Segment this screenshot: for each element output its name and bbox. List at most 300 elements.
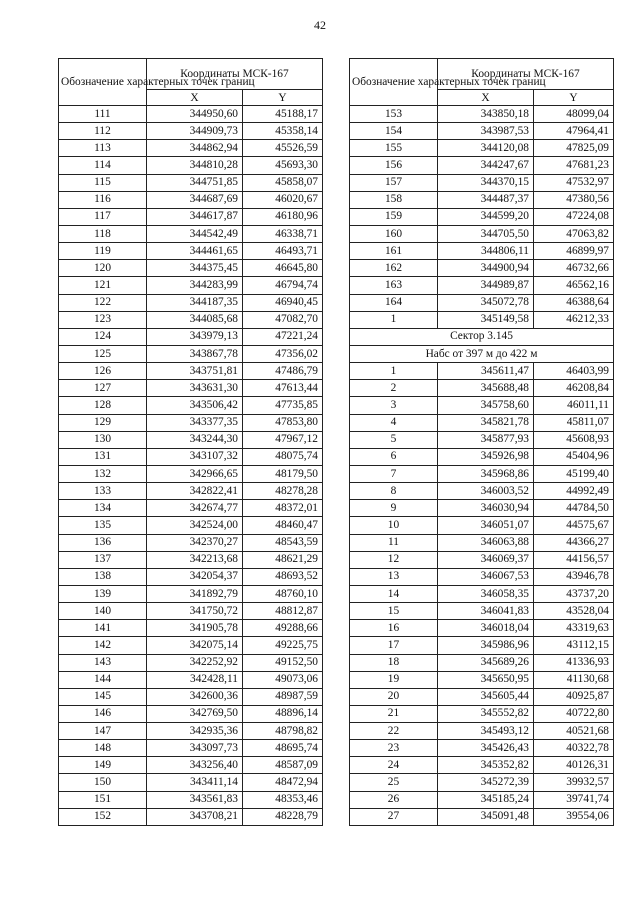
coord-x: 345493,12 [438,723,534,740]
table-row [350,414,614,431]
point-number: 113 [59,140,147,157]
point-number: 4 [350,414,438,431]
coord-x: 343850,18 [438,106,534,123]
table-row [350,723,614,740]
table-row [59,500,323,517]
point-number: 27 [350,808,438,825]
table-row [59,123,323,140]
coord-x: 344120,08 [438,140,534,157]
coord-y: 47613,44 [243,380,323,397]
coord-x: 342935,36 [147,723,243,740]
coord-y: 46388,64 [534,294,614,311]
coord-y: 47224,08 [534,208,614,225]
sector-subtitle: Набс от 397 м до 422 м [350,345,614,362]
table-row [350,568,614,585]
coord-x: 345758,60 [438,397,534,414]
point-number: 156 [350,157,438,174]
point-number: 20 [350,688,438,705]
point-number: 123 [59,311,147,328]
table-row [59,808,323,825]
point-number: 23 [350,740,438,757]
coord-x: 344487,37 [438,191,534,208]
table-row [350,294,614,311]
table-row [350,225,614,242]
coord-x: 346030,94 [438,500,534,517]
table-row [59,603,323,620]
point-number: 147 [59,723,147,740]
coord-y: 48353,46 [243,791,323,808]
point-number: 158 [350,191,438,208]
table-row [59,620,323,637]
coord-y: 41130,68 [534,671,614,688]
table-row [350,431,614,448]
point-number: 15 [350,603,438,620]
point-number: 131 [59,448,147,465]
point-number: 11 [350,534,438,551]
table-row [59,294,323,311]
point-number: 133 [59,483,147,500]
coord-y: 45811,07 [534,414,614,431]
table-row [350,311,614,328]
coord-x: 342252,92 [147,654,243,671]
point-number: 16 [350,620,438,637]
point-number: 148 [59,740,147,757]
coord-x: 344909,73 [147,123,243,140]
table-row [350,808,614,825]
coord-x: 346018,04 [438,620,534,637]
coord-y: 40521,68 [534,723,614,740]
coord-x: 345352,82 [438,757,534,774]
coord-x: 345072,78 [438,294,534,311]
point-number: 6 [350,448,438,465]
coord-y: 41336,93 [534,654,614,671]
point-number: 18 [350,654,438,671]
point-number: 137 [59,551,147,568]
point-number: 160 [350,225,438,242]
coord-x: 342075,14 [147,637,243,654]
point-number: 144 [59,671,147,688]
coord-x: 345185,24 [438,791,534,808]
table-row [59,328,323,345]
coord-y: 46940,45 [243,294,323,311]
coord-x: 343411,14 [147,774,243,791]
coord-y: 45188,17 [243,106,323,123]
coord-y: 48278,28 [243,483,323,500]
point-number: 132 [59,465,147,482]
coord-y: 48896,14 [243,705,323,722]
coord-y: 46208,84 [534,380,614,397]
table-row [59,705,323,722]
coord-x: 344810,28 [147,157,243,174]
point-number: 19 [350,671,438,688]
coord-y: 39741,74 [534,791,614,808]
coord-x: 343631,30 [147,380,243,397]
point-number: 154 [350,123,438,140]
point-number: 163 [350,277,438,294]
table-row [350,603,614,620]
table-row [59,568,323,585]
table-row [350,688,614,705]
coord-x: 343377,35 [147,414,243,431]
coord-y: 47082,70 [243,311,323,328]
coord-y: 46794,74 [243,277,323,294]
table-row [350,260,614,277]
table-row [59,397,323,414]
coord-y: 43737,20 [534,585,614,602]
point-number: 164 [350,294,438,311]
point-number: 139 [59,585,147,602]
coord-x: 345552,82 [438,705,534,722]
coord-y: 49152,50 [243,654,323,671]
table-row [350,791,614,808]
point-number: 140 [59,603,147,620]
coord-x: 345689,26 [438,654,534,671]
coord-x: 344806,11 [438,243,534,260]
coord-x: 343107,32 [147,448,243,465]
point-number: 118 [59,225,147,242]
coord-x: 342370,27 [147,534,243,551]
point-number: 161 [350,243,438,260]
coord-x: 344187,35 [147,294,243,311]
table-row [350,483,614,500]
table-row [59,243,323,260]
coord-x: 344461,65 [147,243,243,260]
point-number: 24 [350,757,438,774]
point-number: 115 [59,174,147,191]
point-number: 142 [59,637,147,654]
coord-y: 44575,67 [534,517,614,534]
point-number: 153 [350,106,438,123]
coord-y: 46645,80 [243,260,323,277]
coordinates-table-left [58,58,323,826]
table-row [350,620,614,637]
coord-y: 47853,80 [243,414,323,431]
coord-y: 48587,09 [243,757,323,774]
sector-title: Сектор 3.145 [350,328,614,345]
coord-y: 47735,85 [243,397,323,414]
coord-y: 48987,59 [243,688,323,705]
point-number: 130 [59,431,147,448]
table-row [59,723,323,740]
point-number: 129 [59,414,147,431]
table-row [350,585,614,602]
coord-y: 48693,52 [243,568,323,585]
sector-subtitle-row [350,345,614,362]
table-row [350,157,614,174]
point-number: 135 [59,517,147,534]
point-number: 157 [350,174,438,191]
point-number: 3 [350,397,438,414]
coord-x: 344617,87 [147,208,243,225]
coord-y: 46180,96 [243,208,323,225]
coord-y: 46493,71 [243,243,323,260]
coord-x: 345821,78 [438,414,534,431]
coord-y: 45693,30 [243,157,323,174]
coord-x: 344375,45 [147,260,243,277]
point-number: 5 [350,431,438,448]
table-row [350,174,614,191]
point-number: 143 [59,654,147,671]
coord-y: 45526,59 [243,140,323,157]
coord-y: 47063,82 [534,225,614,242]
coord-y: 39932,57 [534,774,614,791]
point-number: 149 [59,757,147,774]
point-number: 1 [350,363,438,380]
point-number: 13 [350,568,438,585]
coord-y: 46403,99 [534,363,614,380]
table-row [59,414,323,431]
coord-x: 346058,35 [438,585,534,602]
coord-x: 343751,81 [147,363,243,380]
coord-y: 46020,67 [243,191,323,208]
page-number: 42 [314,18,326,32]
table-row [59,431,323,448]
coord-x: 344989,87 [438,277,534,294]
coord-y: 48812,87 [243,603,323,620]
point-number: 150 [59,774,147,791]
coord-y: 48543,59 [243,534,323,551]
coord-x: 344862,94 [147,140,243,157]
point-number: 22 [350,723,438,740]
coord-y: 48228,79 [243,808,323,825]
coord-y: 47532,97 [534,174,614,191]
table-row [350,637,614,654]
point-number: 162 [350,260,438,277]
coord-x: 344751,85 [147,174,243,191]
point-number: 125 [59,345,147,362]
coord-x: 344900,94 [438,260,534,277]
point-number: 21 [350,705,438,722]
table-row [350,654,614,671]
header-coords: Координаты МСК-167 [147,59,323,90]
point-number: 117 [59,208,147,225]
point-number: 7 [350,465,438,482]
coord-x: 346003,52 [438,483,534,500]
coord-x: 343097,73 [147,740,243,757]
table-row [59,311,323,328]
table-row [350,363,614,380]
point-number: 136 [59,534,147,551]
table-row [350,123,614,140]
point-number: 124 [59,328,147,345]
coord-y: 46338,71 [243,225,323,242]
point-number: 119 [59,243,147,260]
coord-y: 45199,40 [534,465,614,482]
table-row [59,208,323,225]
coord-y: 43946,78 [534,568,614,585]
coord-x: 343979,13 [147,328,243,345]
table-row [350,191,614,208]
table-row [350,448,614,465]
table-row [350,465,614,482]
coordinates-table-right [349,58,614,826]
header-x: X [147,90,243,106]
coord-y: 47380,56 [534,191,614,208]
coord-x: 345149,58 [438,311,534,328]
coord-y: 40722,80 [534,705,614,722]
coord-x: 344599,20 [438,208,534,225]
coord-y: 43112,15 [534,637,614,654]
table-row [350,740,614,757]
coord-x: 342213,68 [147,551,243,568]
point-number: 141 [59,620,147,637]
table-row [350,500,614,517]
coord-y: 44992,49 [534,483,614,500]
table-row [59,225,323,242]
coord-x: 343987,53 [438,123,534,140]
coord-y: 40126,31 [534,757,614,774]
coord-y: 46011,11 [534,397,614,414]
coord-x: 345986,96 [438,637,534,654]
point-number: 122 [59,294,147,311]
coord-y: 40925,87 [534,688,614,705]
coord-x: 345688,48 [438,380,534,397]
table-row [59,363,323,380]
coord-y: 45358,14 [243,123,323,140]
table-row [350,774,614,791]
table-row [59,448,323,465]
coord-y: 46899,97 [534,243,614,260]
coord-y: 48760,10 [243,585,323,602]
coord-x: 345877,93 [438,431,534,448]
table-row [59,791,323,808]
coord-x: 346069,37 [438,551,534,568]
coord-y: 47486,79 [243,363,323,380]
coord-y: 47356,02 [243,345,323,362]
point-number: 121 [59,277,147,294]
coord-x: 345605,44 [438,688,534,705]
coord-x: 342524,00 [147,517,243,534]
table-row [59,191,323,208]
coord-x: 345926,98 [438,448,534,465]
coord-y: 43528,04 [534,603,614,620]
point-number: 8 [350,483,438,500]
coord-x: 342966,65 [147,465,243,482]
coord-y: 48695,74 [243,740,323,757]
coord-x: 345968,86 [438,465,534,482]
coord-y: 45858,07 [243,174,323,191]
point-number: 138 [59,568,147,585]
coord-y: 47967,12 [243,431,323,448]
coord-x: 346041,83 [438,603,534,620]
coord-y: 48099,04 [534,106,614,123]
table-row [59,483,323,500]
coord-x: 344085,68 [147,311,243,328]
table-row [59,345,323,362]
table-row [59,465,323,482]
point-number: 9 [350,500,438,517]
header-y: Y [243,90,323,106]
coord-x: 343244,30 [147,431,243,448]
point-number: 127 [59,380,147,397]
point-number: 116 [59,191,147,208]
coord-x: 345272,39 [438,774,534,791]
coord-y: 40322,78 [534,740,614,757]
table-row [59,654,323,671]
table-row [59,106,323,123]
coord-x: 344370,15 [438,174,534,191]
point-number: 120 [59,260,147,277]
table-row [59,157,323,174]
coord-x: 344705,50 [438,225,534,242]
table-row [59,260,323,277]
coord-y: 47825,09 [534,140,614,157]
table-row [350,534,614,551]
point-number: 128 [59,397,147,414]
table-row [350,397,614,414]
table-row [350,106,614,123]
coord-y: 49225,75 [243,637,323,654]
table-row [350,757,614,774]
header-designation: Обозначение характерных точек границ [59,59,147,106]
coord-y: 45404,96 [534,448,614,465]
coord-y: 48621,29 [243,551,323,568]
table-row [350,551,614,568]
coord-x: 344542,49 [147,225,243,242]
coord-x: 342822,41 [147,483,243,500]
point-number: 159 [350,208,438,225]
coord-y: 46562,16 [534,277,614,294]
coord-x: 345650,95 [438,671,534,688]
coord-x: 346067,53 [438,568,534,585]
table-row [59,380,323,397]
coord-y: 46732,66 [534,260,614,277]
coord-y: 48472,94 [243,774,323,791]
table-row [59,174,323,191]
coord-x: 342054,37 [147,568,243,585]
point-number: 146 [59,705,147,722]
coord-x: 342674,77 [147,500,243,517]
point-number: 155 [350,140,438,157]
coord-y: 43319,63 [534,620,614,637]
point-number: 17 [350,637,438,654]
coord-x: 341892,79 [147,585,243,602]
coord-x: 345091,48 [438,808,534,825]
coord-y: 44366,27 [534,534,614,551]
coord-y: 47681,23 [534,157,614,174]
coord-x: 345426,43 [438,740,534,757]
table-row [59,534,323,551]
coord-y: 47221,24 [243,328,323,345]
coord-x: 342769,50 [147,705,243,722]
coord-x: 346063,88 [438,534,534,551]
coord-x: 342428,11 [147,671,243,688]
table-row [59,551,323,568]
table-row [350,208,614,225]
table-row [59,585,323,602]
point-number: 111 [59,106,147,123]
coord-y: 44156,57 [534,551,614,568]
table-row [350,380,614,397]
coord-x: 342600,36 [147,688,243,705]
coord-x: 341905,78 [147,620,243,637]
point-number: 152 [59,808,147,825]
table-row [59,688,323,705]
point-number: 134 [59,500,147,517]
point-number: 126 [59,363,147,380]
table-row [350,671,614,688]
point-number: 26 [350,791,438,808]
table-row [350,705,614,722]
coord-x: 343708,21 [147,808,243,825]
table-row [59,740,323,757]
table-row [350,277,614,294]
coord-x: 343256,40 [147,757,243,774]
coord-x: 346051,07 [438,517,534,534]
table-row [59,140,323,157]
sector-title-row [350,328,614,345]
point-number: 1 [350,311,438,328]
